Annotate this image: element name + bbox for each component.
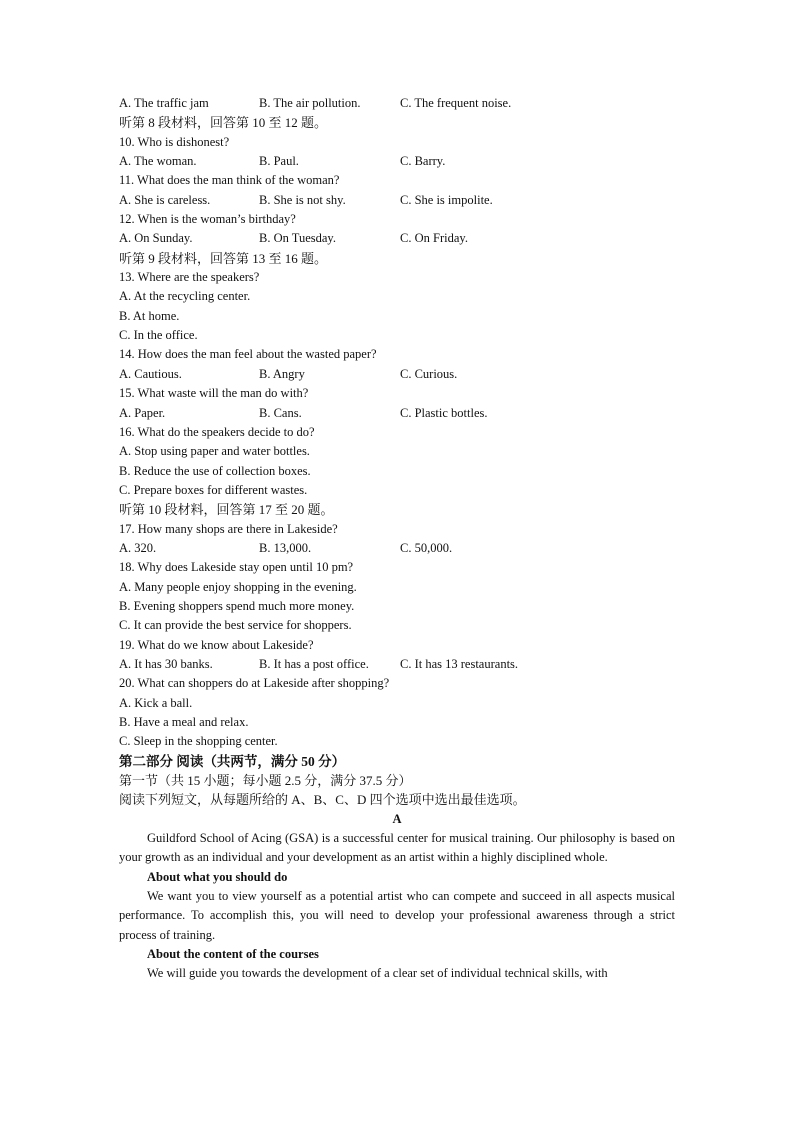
option-18-c: C. It can provide the best service for shoppers.	[119, 618, 352, 633]
option-20-c: C. Sleep in the shopping center.	[119, 734, 278, 749]
option-a: A. It has 30 banks.	[119, 656, 213, 671]
option-b: B. Angry	[259, 366, 305, 381]
options-row-19	[119, 655, 675, 674]
option-c: C. Plastic bottles.	[400, 405, 488, 420]
option-a: A. The woman.	[119, 154, 197, 169]
options-row-10	[119, 152, 675, 171]
section-one-heading: 第一节（共 15 小题；每小题 2.5 分，满分 37.5 分）	[119, 773, 412, 789]
option-a: A. She is careless.	[119, 192, 211, 207]
part-two-title: 第二部分 阅读（共两节，满分 50 分）	[119, 753, 346, 769]
option-c: C. The frequent noise.	[400, 96, 512, 110]
option-b: B. Paul.	[259, 154, 299, 169]
passage-subheading-1: About what you should do	[147, 869, 288, 884]
passage-paragraph-2: We want you to view yourself as a potential artist who can compete and succeed in all aspects musical performance. To accomplish this, you will need to develop your professional awareness through a strict process of training.	[119, 889, 675, 942]
option-20-b: B. Have a meal and relax.	[119, 715, 249, 729]
listening-instruction-10: 听第 10 段材料，回答第 17 至 20 题。	[119, 502, 334, 518]
option-c: C. On Friday.	[400, 231, 468, 246]
option-b: B. She is not shy.	[259, 192, 346, 207]
question-16: 16. What do the speakers decide to do?	[119, 424, 315, 439]
option-b: B. Cans.	[259, 405, 302, 420]
option-13-c: C. In the office.	[119, 328, 198, 343]
option-c: C. Curious.	[400, 366, 458, 381]
passage-label: A	[392, 811, 402, 826]
question-12: 12. When is the woman’s birthday?	[119, 212, 296, 227]
passage-subheading-2: About the content of the courses	[147, 947, 319, 962]
option-18-a: A. Many people enjoy shopping in the evening.	[119, 579, 357, 594]
question-20: 20. What can shoppers do at Lakeside after shopping?	[119, 676, 390, 691]
option-13-b: B. At home.	[119, 308, 180, 323]
option-18-b: B. Evening shoppers spend much more money.	[119, 598, 355, 613]
option-a: A. Paper.	[119, 405, 166, 420]
options-row-9	[119, 94, 675, 113]
option-16-b: B. Reduce the use of collection boxes.	[119, 463, 311, 478]
question-14: 14. How does the man feel about the wasted paper?	[119, 347, 377, 362]
option-b: B. 13,000.	[259, 540, 312, 555]
question-17: 17. How many shops are there in Lakeside?	[119, 521, 338, 536]
exam-page	[119, 94, 675, 984]
option-c: C. It has 13 restaurants.	[400, 656, 519, 671]
question-10: 10. Who is dishonest?	[119, 134, 230, 149]
question-11: 11. What does the man think of the woman?	[119, 173, 340, 188]
option-a: A. On Sunday.	[119, 231, 193, 246]
question-15: 15. What waste will the man do with?	[119, 386, 309, 401]
option-c: C. 50,000.	[400, 540, 453, 555]
option-a: A. The traffic jam	[119, 96, 209, 110]
option-20-a: A. Kick a ball.	[119, 695, 193, 710]
options-row-11	[119, 191, 675, 210]
option-b: B. On Tuesday.	[259, 231, 336, 246]
question-18: 18. Why does Lakeside stay open until 10 pm?	[119, 560, 354, 575]
options-row-17	[119, 539, 675, 558]
option-b: B. It has a post office.	[259, 656, 369, 671]
passage-paragraph-1: Guildford School of Acing (GSA) is a successful center for musical training. Our philosophy is based on your growth as an individual and your development as an artist within a highly disciplined whole.	[119, 831, 675, 865]
options-row-14	[119, 365, 675, 384]
listening-instruction-8: 听第 8 段材料，回答第 10 至 12 题。	[119, 115, 328, 131]
passage-paragraph-3: We will guide you towards the development of a clear set of individual technical skills, with	[147, 966, 608, 981]
options-row-12	[119, 229, 675, 248]
options-row-15	[119, 404, 675, 423]
option-16-c: C. Prepare boxes for different wastes.	[119, 482, 308, 497]
question-13: 13. Where are the speakers?	[119, 270, 260, 285]
option-a: A. 320.	[119, 540, 157, 555]
listening-instruction-9: 听第 9 段材料，回答第 13 至 16 题。	[119, 250, 328, 266]
reading-instruction: 阅读下列短文，从每题所给的 A、B、C、D 四个选项中选出最佳选项。	[119, 792, 526, 808]
question-19: 19. What do we know about Lakeside?	[119, 637, 314, 652]
option-b: B. The air pollution.	[259, 96, 361, 110]
option-16-a: A. Stop using paper and water bottles.	[119, 444, 310, 459]
option-c: C. She is impolite.	[400, 192, 493, 207]
option-c: C. Barry.	[400, 154, 446, 169]
option-13-a: A. At the recycling center.	[119, 289, 251, 304]
option-a: A. Cautious.	[119, 366, 182, 381]
